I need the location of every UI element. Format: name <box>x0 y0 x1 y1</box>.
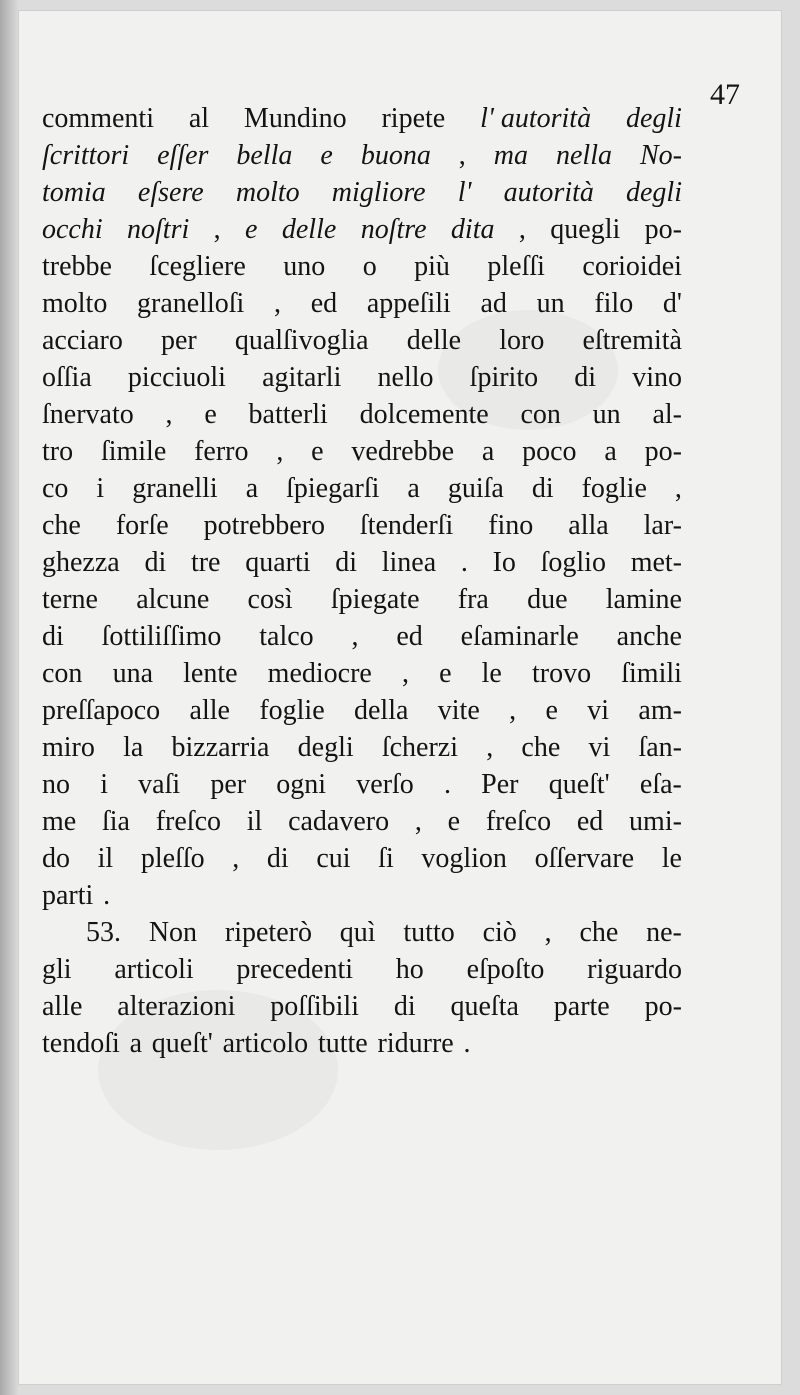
word: co <box>42 473 69 504</box>
text-line <box>42 951 682 988</box>
word: freſco <box>155 806 222 837</box>
word: di <box>144 547 167 578</box>
word: ſan- <box>638 732 682 763</box>
word: pleſſi <box>487 251 545 282</box>
word: po- <box>644 214 682 245</box>
word: due <box>527 584 568 615</box>
word: tutte <box>317 1028 368 1059</box>
text-line <box>42 507 682 544</box>
word: ſpirito <box>469 362 539 393</box>
word: e <box>545 695 558 726</box>
word: agitarli <box>262 362 342 393</box>
word: . <box>460 547 468 578</box>
word: di <box>393 991 416 1022</box>
text-line <box>42 285 682 322</box>
word: No- <box>639 140 682 171</box>
word: noſtre <box>360 214 427 245</box>
word: a <box>129 1028 142 1059</box>
word: così <box>247 584 293 615</box>
word: dolcemente <box>359 399 489 430</box>
word: forſe <box>115 510 169 541</box>
word: il <box>97 843 114 874</box>
word: e <box>311 436 324 467</box>
word: i <box>100 769 108 800</box>
word: ſia <box>101 806 130 837</box>
word: , <box>486 732 494 763</box>
word: tutto <box>403 917 455 948</box>
word: degli <box>297 732 354 763</box>
word: ed <box>576 806 604 837</box>
word: po- <box>644 991 682 1022</box>
word: talco <box>259 621 314 652</box>
word: ogni <box>276 769 327 800</box>
word: oſſervare <box>534 843 635 874</box>
word: precedenti <box>236 954 354 985</box>
word: bizzarria <box>171 732 270 763</box>
word: ripete <box>381 103 446 134</box>
word: mediocre <box>267 658 372 689</box>
word: picciuoli <box>127 362 226 393</box>
word: articoli <box>114 954 194 985</box>
page-edge-shadow <box>0 0 18 1395</box>
word: che <box>42 510 81 541</box>
word: . <box>463 1028 471 1059</box>
word: lente <box>183 658 238 689</box>
word: met- <box>630 547 682 578</box>
word: ſi <box>378 843 394 874</box>
text-line <box>42 988 682 1025</box>
word: foglie <box>581 473 647 504</box>
word: ho <box>395 954 424 985</box>
word: ſnervato <box>42 399 134 430</box>
word: Io <box>492 547 516 578</box>
word: , <box>276 436 284 467</box>
word: buona <box>360 140 431 171</box>
word: voglion <box>421 843 507 874</box>
word: ſpiegarſi <box>286 473 380 504</box>
text-line <box>42 729 682 766</box>
word: l' autorità <box>480 103 592 134</box>
word: eſsere <box>137 177 204 208</box>
word: batterli <box>248 399 328 430</box>
word: commenti <box>42 103 154 134</box>
word: alle <box>42 991 83 1022</box>
word: verſo <box>356 769 414 800</box>
word: eſpoſto <box>466 954 545 985</box>
word: e <box>245 214 258 245</box>
text-line <box>42 137 682 174</box>
word: , <box>674 473 682 504</box>
text-line <box>42 914 682 951</box>
word: al <box>188 103 210 134</box>
text-line <box>42 396 682 433</box>
word: filo <box>594 288 634 319</box>
word: o <box>362 251 377 282</box>
word: che <box>521 732 561 763</box>
word: , <box>458 140 466 171</box>
word: della <box>353 695 409 726</box>
word: alle <box>189 695 230 726</box>
text-line <box>42 174 682 211</box>
word: alcune <box>136 584 210 615</box>
word: vedrebbe <box>351 436 455 467</box>
word: alterazioni <box>117 991 236 1022</box>
word: corioidei <box>582 251 682 282</box>
word: occhi <box>42 214 103 245</box>
word: ripeterò <box>224 917 312 948</box>
word: queſt' <box>151 1028 213 1059</box>
word: che <box>579 917 619 948</box>
word: eſtremità <box>582 325 682 356</box>
word: a <box>245 473 259 504</box>
word: alla <box>568 510 609 541</box>
word: degli <box>626 177 682 208</box>
word: ad <box>480 288 507 319</box>
word: po- <box>644 436 682 467</box>
word: ſcegliere <box>149 251 246 282</box>
word: un <box>536 288 565 319</box>
word: queſt' <box>548 769 610 800</box>
text-line <box>42 322 682 359</box>
word: trovo <box>532 658 592 689</box>
word: d' <box>662 288 682 319</box>
word: vi <box>588 732 611 763</box>
text-line <box>42 211 682 248</box>
word: gli <box>42 954 72 985</box>
word: di <box>531 473 554 504</box>
text-line <box>42 803 682 840</box>
text-line <box>42 618 682 655</box>
text-line <box>42 840 682 877</box>
word: e <box>447 806 461 837</box>
word: ridurre <box>377 1028 454 1059</box>
word: no <box>42 769 70 800</box>
word: a <box>407 473 420 504</box>
word: ſpiegate <box>330 584 420 615</box>
word: le <box>661 843 682 874</box>
text-line <box>42 470 682 507</box>
word: quì <box>339 917 376 948</box>
word: parte <box>553 991 610 1022</box>
word: e <box>204 399 217 430</box>
word: per <box>160 325 197 356</box>
word: umi- <box>629 806 682 837</box>
word: per <box>210 769 247 800</box>
word: vite <box>437 695 480 726</box>
word: ſcherzi <box>381 732 459 763</box>
text-line <box>42 581 682 618</box>
word: , <box>509 695 517 726</box>
word: , <box>518 214 526 245</box>
text-line <box>42 100 682 137</box>
word: delle <box>281 214 337 245</box>
word: loro <box>499 325 545 356</box>
word: uno <box>283 251 326 282</box>
word: linea <box>381 547 437 578</box>
word: granelli <box>132 473 218 504</box>
word: Non <box>148 917 198 948</box>
word: Per <box>481 769 519 800</box>
word: cadavero <box>288 806 390 837</box>
word: 53. <box>86 917 121 948</box>
word: con <box>520 399 561 430</box>
word: ſtenderſi <box>359 510 454 541</box>
word: ed <box>396 621 423 652</box>
word: una <box>112 658 153 689</box>
word: , <box>165 399 173 430</box>
text-line <box>42 433 682 470</box>
word: articolo <box>222 1028 309 1059</box>
word: lamine <box>605 584 682 615</box>
word: di <box>42 621 64 652</box>
word: trebbe <box>42 251 112 282</box>
text-line <box>42 359 682 396</box>
word: , <box>213 214 221 245</box>
word: cui <box>316 843 351 874</box>
word: ferro <box>194 436 249 467</box>
word: vaſi <box>138 769 181 800</box>
word: acciaro <box>42 325 123 356</box>
word: l' <box>457 177 472 208</box>
word: ſcrittori <box>42 140 130 171</box>
word: con <box>42 658 83 689</box>
word: le <box>481 658 502 689</box>
word: un <box>592 399 621 430</box>
word: al- <box>652 399 682 430</box>
word: terne <box>42 584 98 615</box>
word: molto <box>235 177 300 208</box>
word: ſoglio <box>540 547 606 578</box>
word: lar- <box>643 510 682 541</box>
word: ſimili <box>621 658 682 689</box>
word: , <box>401 658 409 689</box>
word: a <box>604 436 617 467</box>
word: eſſer <box>157 140 209 171</box>
word: do <box>42 843 70 874</box>
word: tomia <box>42 177 106 208</box>
word: freſco <box>485 806 552 837</box>
text-line <box>42 655 682 692</box>
word: vino <box>632 362 682 393</box>
word: me <box>42 806 77 837</box>
word: anche <box>616 621 682 652</box>
word: eſaminarle <box>460 621 579 652</box>
word: poco <box>522 436 577 467</box>
word: molto <box>42 288 108 319</box>
page-number: 47 <box>710 78 740 111</box>
word: ghezza <box>42 547 120 578</box>
word: parti <box>42 880 94 911</box>
word: am- <box>638 695 682 726</box>
word: noſtri <box>127 214 190 245</box>
word: Mundino <box>243 103 347 134</box>
word: i <box>96 473 105 504</box>
word: . <box>103 880 111 911</box>
word: . <box>443 769 451 800</box>
word: oſſia <box>42 362 92 393</box>
word: autorità <box>503 177 594 208</box>
page-text <box>42 100 682 1062</box>
word: nello <box>377 362 434 393</box>
word: ed <box>310 288 338 319</box>
word: degli <box>625 103 682 134</box>
word: , <box>544 917 552 948</box>
word: potrebbero <box>203 510 325 541</box>
word: ſimile <box>100 436 167 467</box>
word: quegli <box>550 214 621 245</box>
word: pleſſo <box>140 843 205 874</box>
word: eſa- <box>639 769 682 800</box>
word: ſottiliſſimo <box>101 621 222 652</box>
text-line <box>42 692 682 729</box>
word: , <box>414 806 422 837</box>
word: vi <box>587 695 610 726</box>
word: delle <box>406 325 462 356</box>
text-line <box>42 1025 682 1062</box>
word: fra <box>457 584 489 615</box>
word: e <box>320 140 333 171</box>
word: nella <box>556 140 612 171</box>
word: di <box>266 843 289 874</box>
word: tre <box>190 547 221 578</box>
word: quarti <box>245 547 311 578</box>
text-line <box>42 248 682 285</box>
word: a <box>481 436 495 467</box>
word: ciò <box>482 917 517 948</box>
word: la <box>123 732 144 763</box>
word: più <box>414 251 450 282</box>
word: , <box>351 621 359 652</box>
word: ne- <box>646 917 682 948</box>
word: dita <box>450 214 495 245</box>
word: tro <box>42 436 74 467</box>
word: bella <box>236 140 293 171</box>
word: appeſili <box>366 288 451 319</box>
word: di <box>335 547 357 578</box>
word: , <box>274 288 282 319</box>
word: preſſapoco <box>42 695 161 726</box>
text-line <box>42 766 682 803</box>
word: , <box>232 843 240 874</box>
text-line <box>42 877 682 914</box>
word: ma <box>493 140 529 171</box>
word: miro <box>42 732 95 763</box>
word: riguardo <box>587 954 682 985</box>
word: guiſa <box>447 473 504 504</box>
word: migliore <box>331 177 426 208</box>
word: granelloſi <box>137 288 245 319</box>
word: foglie <box>259 695 325 726</box>
word: di <box>574 362 597 393</box>
word: il <box>246 806 263 837</box>
word: tendoſi <box>42 1028 120 1059</box>
word: poſſibili <box>270 991 359 1022</box>
word: e <box>439 658 452 689</box>
word: queſta <box>450 991 519 1022</box>
text-line <box>42 544 682 581</box>
word: fino <box>488 510 534 541</box>
word: qualſivoglia <box>234 325 369 356</box>
